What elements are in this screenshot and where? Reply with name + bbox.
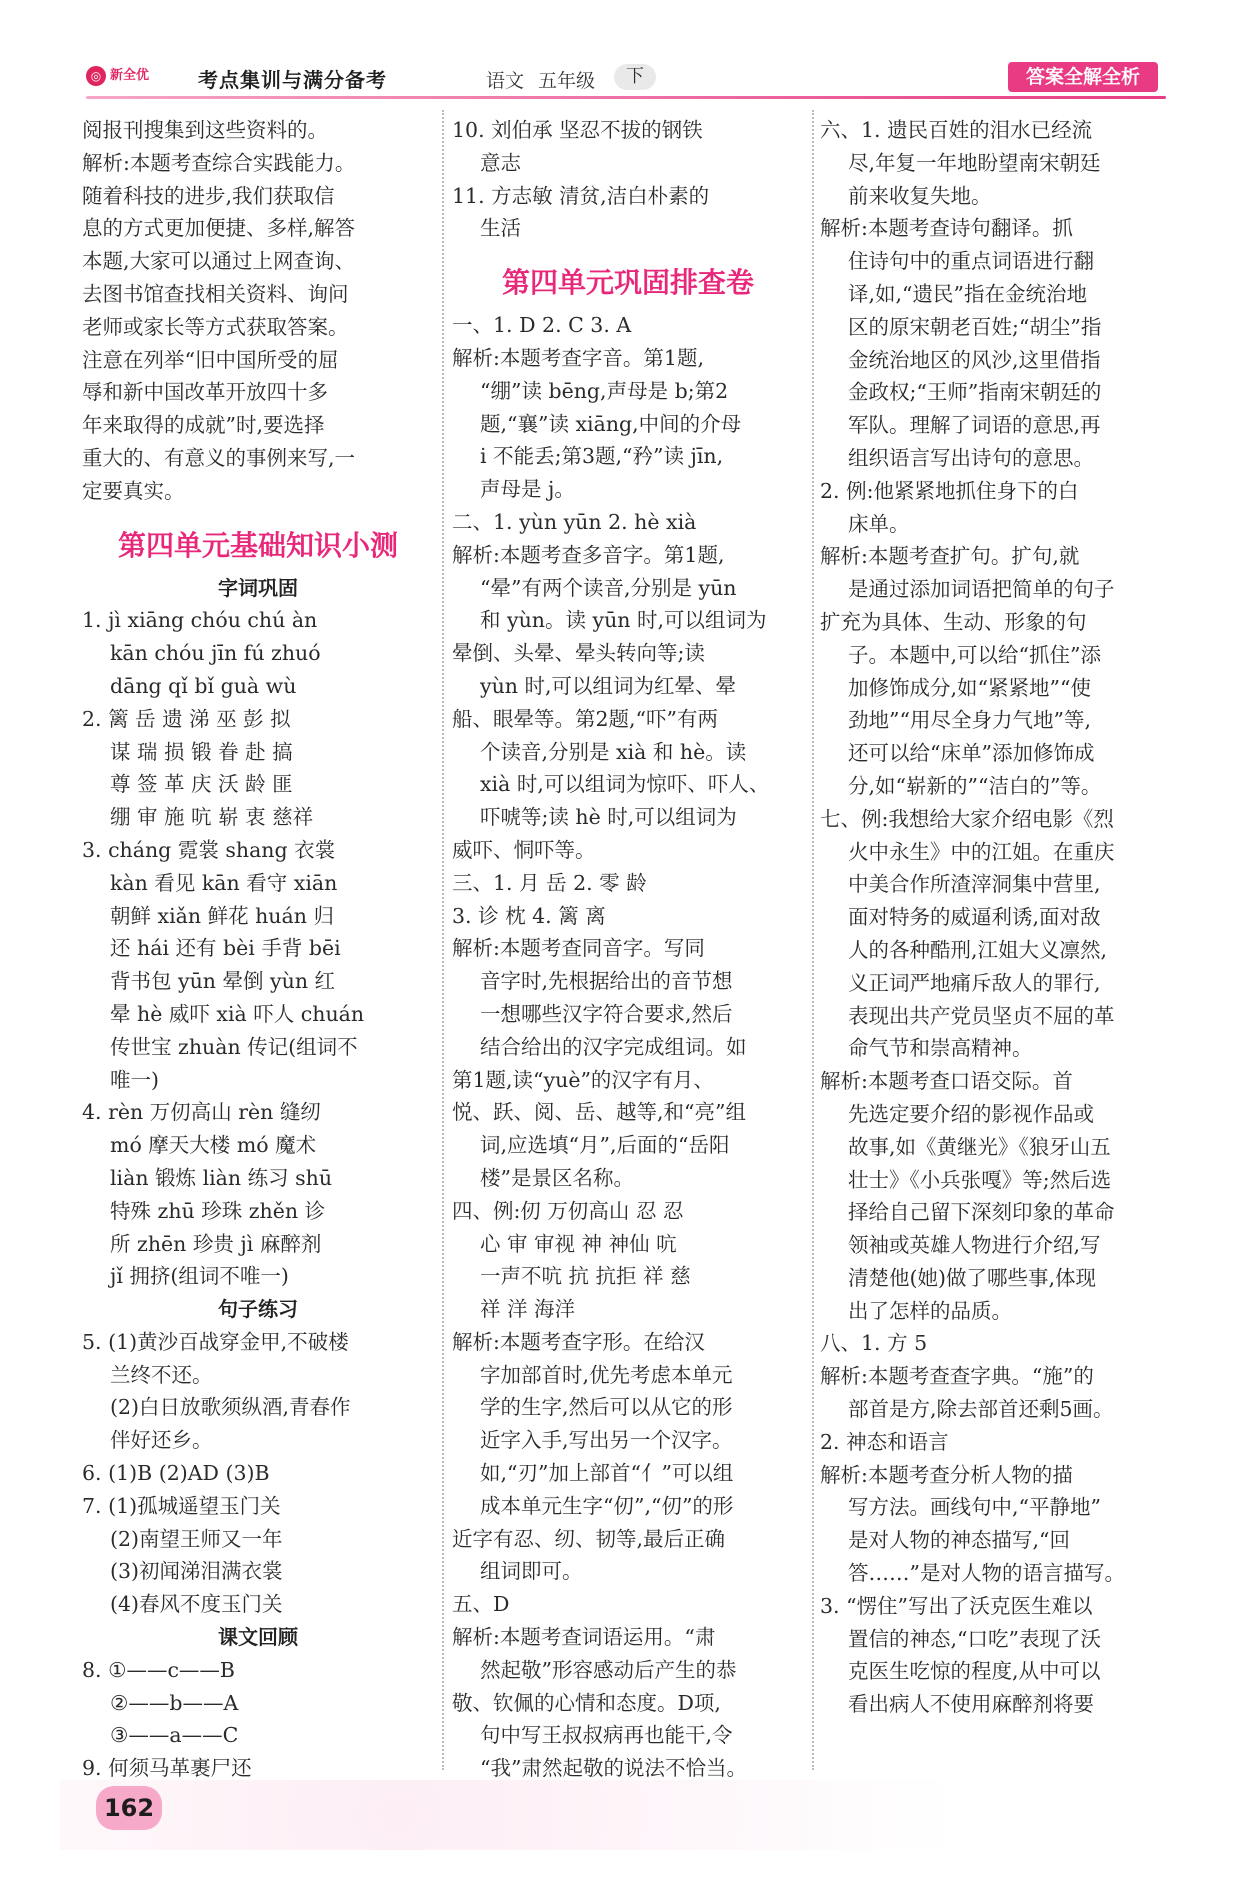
- text-line: ③——a——C: [110, 1723, 239, 1748]
- text-line: 四、例:仞 万仞高山 忍 忍: [452, 1198, 684, 1223]
- text-line: 领袖或英雄人物进行介绍,写: [848, 1233, 1101, 1258]
- text-line: 义正词严地痛斥敌人的罪行,: [848, 970, 1101, 995]
- text-line: “晕”有两个读音,分别是 yūn: [480, 575, 737, 600]
- text-line: “绷”读 bēng,声母是 b;第2: [480, 378, 729, 403]
- text-line: 组词即可。: [480, 1559, 583, 1584]
- text-line: 近字有忍、纫、韧等,最后正确: [452, 1526, 726, 1551]
- text-line: jǐ 拥挤(组词不唯一): [110, 1264, 289, 1289]
- text-line: (2)白日放歌须纵酒,青春作: [110, 1395, 351, 1420]
- text-line: 意志: [480, 150, 521, 175]
- col3-body: [820, 114, 1180, 1721]
- text-line: 解析:本题考查同音字。写同: [452, 936, 705, 961]
- column-divider: [812, 110, 814, 1770]
- page-number: 162: [96, 1786, 162, 1830]
- text-line: 词,应选填“月”,后面的“岳阳: [480, 1133, 730, 1158]
- col1-sentences: [82, 1326, 434, 1621]
- text-line: yùn 时,可以组词为红晕、晕: [480, 673, 737, 698]
- page-header: [86, 58, 1166, 98]
- text-line: 绷 审 施 吭 崭 衷 慈祥: [110, 805, 314, 830]
- text-line: 成本单元生字“仞”,“仞”的形: [480, 1493, 734, 1518]
- text-line: 3. “愣住”写出了沃克医生难以: [820, 1593, 1093, 1618]
- text-line: 所 zhēn 珍贵 jì 麻醉剂: [110, 1231, 322, 1256]
- text-line: 壮士》《小兵张嘎》等;然后选: [848, 1167, 1112, 1192]
- text-line: 译,如,“遗民”指在金统治地: [848, 281, 1087, 306]
- text-line: 置信的神态,“口吃”表现了沃: [848, 1626, 1101, 1651]
- text-line: 朝鲜 xiǎn 鲜花 huán 归: [110, 903, 334, 928]
- text-line: 声母是 j。: [480, 477, 575, 502]
- text-line: 息的方式更加便捷、多样,解答: [82, 216, 356, 241]
- text-line: “我”肃然起敬的说法不恰当。: [480, 1756, 747, 1781]
- text-line: 解析:本题考查字形。在给汉: [452, 1329, 705, 1354]
- text-line: 7. (1)孤城遥望玉门关: [82, 1493, 281, 1518]
- text-line: kàn 看见 kān 看守 xiān: [110, 870, 338, 895]
- text-line: 一声不吭 抗 抗拒 祥 慈: [480, 1264, 691, 1289]
- logo-text: 新全优: [110, 68, 150, 83]
- publisher-logo: [86, 64, 194, 92]
- subsection-sentences: 句子练习: [218, 1297, 298, 1322]
- text-line: 2. 例:他紧紧地抓住身下的白: [820, 478, 1079, 503]
- text-line: 五、D: [452, 1592, 510, 1617]
- text-line: 传世宝 zhuàn 传记(组词不: [110, 1034, 358, 1059]
- text-line: 写方法。画线句中,“平静地”: [848, 1495, 1101, 1520]
- text-line: 背书包 yūn 晕倒 yùn 红: [110, 969, 336, 994]
- text-line: 七、例:我想给大家介绍电影《烈: [820, 806, 1114, 831]
- text-line: 4. rèn 万仞高山 rèn 缝纫: [82, 1100, 321, 1125]
- text-line: 还 hái 还有 bèi 手背 bēi: [110, 936, 341, 961]
- text-line: ②——b——A: [110, 1690, 239, 1715]
- text-line: 解析:本题考查字音。第1题,: [452, 345, 704, 370]
- text-line: 本题,大家可以通过上网查询、: [82, 249, 356, 274]
- text-line: 结合给出的汉字完成组词。如: [480, 1034, 747, 1059]
- text-line: 唯一): [110, 1067, 159, 1092]
- text-line: 中美合作所渣滓洞集中营里,: [848, 872, 1101, 897]
- text-line: 晕倒、头晕、晕头转向等;读: [452, 641, 705, 666]
- text-line: 兰终不还。: [110, 1362, 213, 1387]
- text-line: 音字时,先根据给出的音节想: [480, 969, 733, 994]
- text-line: 9. 何须马革裹尸还: [82, 1756, 252, 1781]
- col1-review: [82, 1654, 434, 1785]
- logo-icon: ◎: [86, 66, 106, 86]
- section-title-review: 第四单元巩固排查卷: [501, 266, 754, 300]
- col2-top: [452, 114, 804, 245]
- text-line: 区的原宋朝老百姓;“胡尘”指: [848, 314, 1102, 339]
- subsection-review: 课文回顾: [218, 1625, 298, 1650]
- col1-vocab: [82, 604, 434, 1293]
- text-line: 解析:本题考查综合实践能力。: [82, 150, 356, 175]
- text-line: 分,如“崭新的”“洁白的”等。: [848, 773, 1102, 798]
- header-divider: [86, 96, 1166, 99]
- series-title: 考点集训与满分备考: [198, 68, 387, 92]
- text-line: 二、1. yùn yūn 2. hè xià: [452, 509, 697, 534]
- text-line: 择给自己留下深刻印象的革命: [848, 1200, 1115, 1225]
- text-line: (4)春风不度玉门关: [110, 1592, 283, 1617]
- text-line: 然起敬”形容感动后产生的恭: [480, 1657, 737, 1682]
- text-line: 床单。: [848, 511, 910, 536]
- text-line: 吓唬等;读 hè 时,可以组词为: [480, 805, 737, 830]
- text-line: 尽,年复一年地盼望南宋朝廷: [848, 150, 1101, 175]
- text-line: xià 时,可以组词为惊吓、吓人、: [480, 772, 770, 797]
- text-line: 威吓、恫吓等。: [452, 837, 596, 862]
- text-line: 悦、跃、阅、岳、越等,和“亮”组: [452, 1100, 746, 1125]
- col1-intro: [82, 114, 434, 508]
- text-line: 是对人物的神态描写,“回: [848, 1528, 1070, 1553]
- text-line: 解析:本题考查查字典。“施”的: [820, 1364, 1094, 1389]
- column-right: [820, 114, 1180, 1721]
- text-line: i 不能丢;第3题,“矜”读 jīn,: [480, 444, 724, 469]
- text-line: 近字入手,写出另一个汉字。: [480, 1428, 733, 1453]
- text-line: 个读音,分别是 xià 和 hè。读: [480, 739, 747, 764]
- text-line: 是通过添加词语把简单的句子: [848, 577, 1115, 602]
- text-line: 一、1. D 2. C 3. A: [452, 313, 632, 338]
- subsection-vocab: 字词巩固: [218, 575, 298, 600]
- text-line: 解析:本题考查多音字。第1题,: [452, 542, 725, 567]
- text-line: 字加部首时,优先考虑本单元: [480, 1362, 733, 1387]
- text-line: 2. 神态和语言: [820, 1429, 949, 1454]
- text-line: mó 摩天大楼 mó 魔术: [110, 1133, 317, 1158]
- text-line: 楼”是景区名称。: [480, 1165, 634, 1190]
- text-line: 3. cháng 霓裳 shang 衣裳: [82, 837, 336, 862]
- text-line: 组织语言写出诗句的意思。: [848, 445, 1094, 470]
- text-line: 阅报刊搜集到这些资料的。: [82, 118, 328, 142]
- text-line: 一想哪些汉字符合要求,然后: [480, 1001, 733, 1026]
- footer-decoration: [60, 1780, 1190, 1850]
- text-line: 3. 诊 枕 4. 篱 离: [452, 903, 606, 928]
- text-line: 和 yùn。读 yūn 时,可以组词为: [480, 608, 767, 633]
- text-line: 船、眼晕等。第2题,“吓”有两: [452, 706, 719, 731]
- text-line: 前来收复失地。: [848, 183, 992, 208]
- text-line: 子。本题中,可以给“抓住”添: [848, 642, 1101, 667]
- text-line: 题,“襄”读 xiāng,中间的介母: [480, 411, 742, 436]
- text-line: 句中写王叔叔病再也能干,令: [480, 1723, 733, 1748]
- text-line: 加修饰成分,如“紧紧地”“使: [848, 675, 1091, 700]
- grade-label: 五年级: [538, 70, 596, 92]
- text-line: dāng qǐ bǐ guà wù: [110, 673, 297, 698]
- text-line: 八、1. 方 5: [820, 1331, 928, 1356]
- text-line: (3)初闻涕泪满衣裳: [110, 1559, 283, 1584]
- text-line: 学的生字,然后可以从它的形: [480, 1395, 733, 1420]
- text-line: 解析:本题考查诗句翻译。抓: [820, 216, 1073, 241]
- text-line: 部首是方,除去部首还剩5画。: [848, 1397, 1114, 1422]
- text-line: 定要真实。: [82, 478, 185, 503]
- text-line: 辱和新中国改革开放四十多: [82, 380, 328, 405]
- text-line: 住诗句中的重点词语进行翻: [848, 249, 1094, 274]
- text-line: 重大的、有意义的事例来写,一: [82, 445, 356, 470]
- text-line: 扩充为具体、生动、形象的句: [820, 609, 1087, 634]
- text-line: 面对特务的威逼利诱,面对敌: [848, 905, 1101, 930]
- text-line: 年来取得的成就”时,要选择: [82, 413, 325, 438]
- section-title-basics: 第四单元基础知识小测: [117, 528, 398, 562]
- text-line: 1. jì xiāng chóu chú àn: [82, 608, 318, 633]
- text-line: 伴好还乡。: [110, 1428, 213, 1453]
- text-line: 老师或家长等方式获取答案。: [82, 314, 349, 339]
- text-line: (2)南望王师又一年: [110, 1526, 283, 1551]
- text-line: 特殊 zhū 珍珠 zhěn 诊: [110, 1198, 326, 1223]
- text-line: 火中永生》中的江姐。在重庆: [848, 839, 1115, 864]
- subject-label: 语文: [486, 70, 525, 92]
- text-line: 2. 篱 岳 遗 涕 巫 彭 拟: [82, 706, 291, 731]
- text-line: 注意在列举“旧中国所受的屈: [82, 347, 339, 372]
- text-line: 10. 刘伯承 坚忍不拔的钢铁: [452, 118, 703, 142]
- text-line: 先选定要介绍的影视作品或: [848, 1101, 1094, 1126]
- text-line: 表现出共产党员坚贞不屈的革: [848, 1003, 1115, 1028]
- text-line: 六、1. 遗民百姓的泪水已经流: [820, 118, 1093, 142]
- text-line: 答……”是对人物的语言描写。: [848, 1561, 1125, 1586]
- col2-body: [452, 309, 804, 1785]
- text-line: 清楚他(她)做了哪些事,体现: [848, 1265, 1097, 1290]
- text-line: 尊 签 革 庆 沃 龄 匪: [110, 772, 293, 797]
- column-divider: [442, 110, 444, 1770]
- text-line: 解析:本题考查词语运用。“肃: [452, 1625, 716, 1650]
- text-line: 如,“刃”加上部首“亻”可以组: [480, 1461, 734, 1486]
- text-line: 命气节和崇高精神。: [848, 1036, 1033, 1061]
- text-line: 看出病人不使用麻醉剂将要: [848, 1692, 1094, 1717]
- text-line: 生活: [480, 216, 521, 241]
- text-line: 军队。理解了词语的意思,再: [848, 413, 1101, 438]
- answer-banner: 答案全解全析: [1008, 62, 1158, 92]
- text-line: 解析:本题考查扩句。扩句,就: [820, 544, 1080, 569]
- text-line: 人的各种酷刑,江姐大义凛然,: [848, 937, 1108, 962]
- text-line: 克医生吃惊的程度,从中可以: [848, 1659, 1101, 1684]
- text-line: 心 审 审视 神 神仙 吭: [480, 1231, 677, 1256]
- text-line: 出了怎样的品质。: [848, 1298, 1012, 1323]
- text-line: 三、1. 月 岳 2. 零 龄: [452, 870, 647, 895]
- text-line: 第1题,读“yuè”的汉字有月、: [452, 1067, 714, 1092]
- text-line: 祥 洋 海洋: [480, 1297, 576, 1322]
- text-line: 故事,如《黄继光》《狼牙山五: [848, 1134, 1111, 1159]
- text-line: 敬、钦佩的心情和态度。D项,: [452, 1690, 721, 1715]
- text-line: 金统治地区的风沙,这里借指: [848, 347, 1101, 372]
- text-line: 晕 hè 威吓 xià 吓人 chuán: [110, 1001, 365, 1026]
- text-line: 11. 方志敏 清贫,洁白朴素的: [452, 183, 710, 208]
- text-line: kān chóu jīn fú zhuó: [110, 641, 321, 666]
- term-badge: 下: [614, 64, 656, 90]
- text-line: 5. (1)黄沙百战穿金甲,不破楼: [82, 1329, 349, 1354]
- text-line: 去图书馆查找相关资料、询问: [82, 281, 349, 306]
- text-line: 还可以给“床单”添加修饰成: [848, 741, 1095, 766]
- text-line: 解析:本题考查口语交际。首: [820, 1069, 1073, 1094]
- text-line: 随着科技的进步,我们获取信: [82, 183, 335, 208]
- column-middle: [452, 114, 804, 1785]
- column-left: [82, 114, 434, 1785]
- text-line: 金政权;“王师”指南宋朝廷的: [848, 380, 1102, 405]
- text-line: 解析:本题考查分析人物的描: [820, 1462, 1073, 1487]
- text-line: 劲地”“用尽全身力气地”等,: [848, 708, 1091, 733]
- text-line: 谋 瑞 损 锻 眷 赴 搞: [110, 739, 293, 764]
- text-line: liàn 锻炼 liàn 练习 shū: [110, 1165, 333, 1190]
- text-line: 8. ①——c——B: [82, 1657, 235, 1682]
- text-line: 6. (1)B (2)AD (3)B: [82, 1461, 270, 1486]
